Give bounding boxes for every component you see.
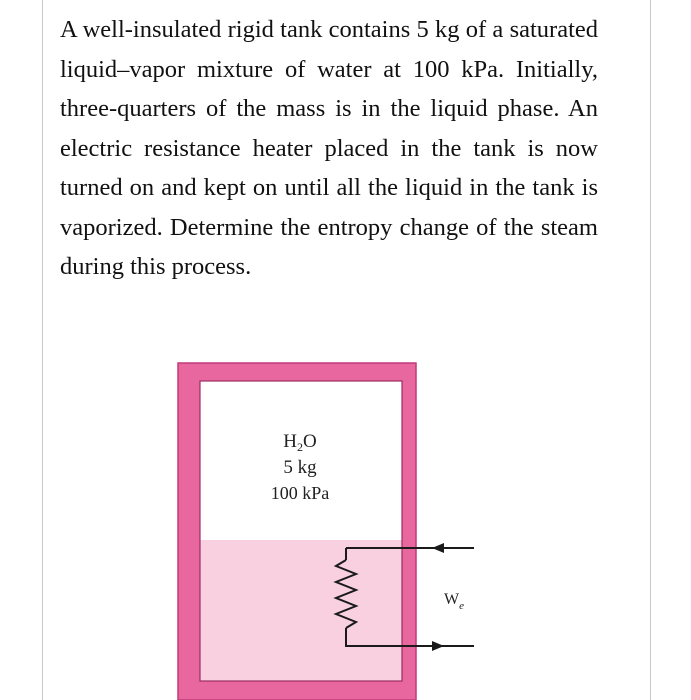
problem-statement: A well-insulated rigid tank contains 5 kg of a saturated liquid–vapor mixture of water at 100 kPa. Initially, three-quarters of the mass is in the liquid phase. An electric resistance heater placed in the tank is now turned on and kept on until all the liquid in the tank is vaporized. Determine the entropy change of the steam during this process.	[60, 16, 598, 280]
current-arrow-in	[432, 543, 444, 553]
pressure-label: 100 kPa	[270, 483, 330, 503]
electrical-work-label: $W_e$	[444, 591, 464, 612]
current-arrow-out	[432, 641, 444, 651]
substance-label: $H_2O$	[283, 431, 317, 454]
liquid-region	[200, 540, 402, 681]
mass-label: 5 kg	[283, 457, 317, 478]
